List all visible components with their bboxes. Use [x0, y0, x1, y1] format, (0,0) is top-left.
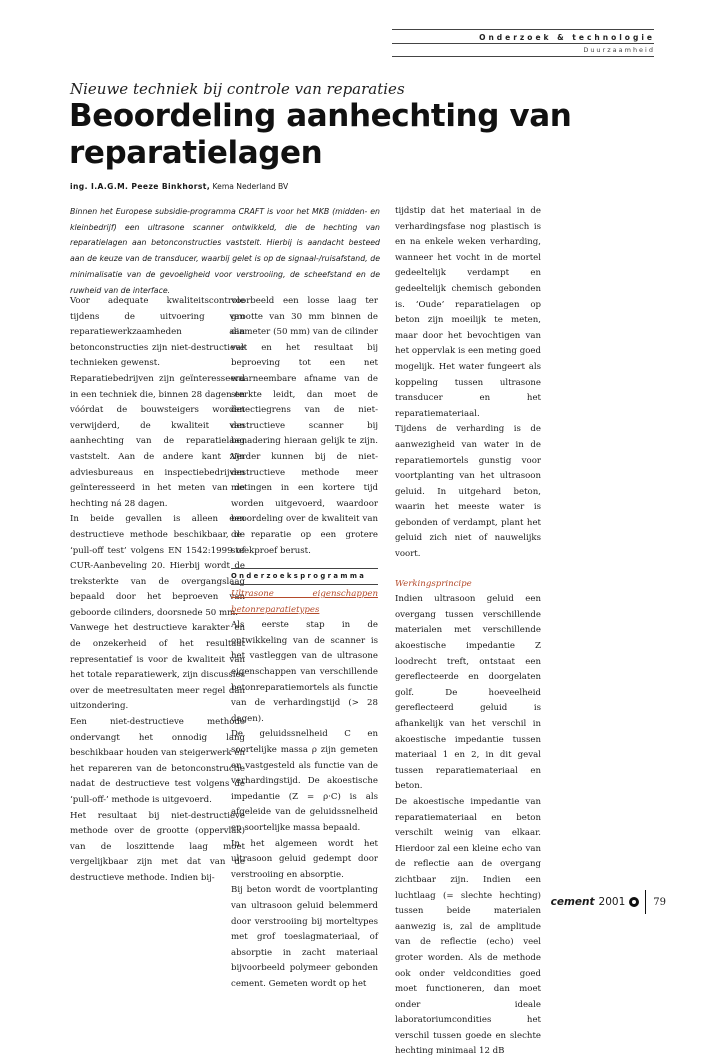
paragraph: In het algemeen wordt het ultrasoon geluid gedempt door verstrooiing en absorptie.: [231, 838, 378, 880]
author-affiliation: Kema Nederland BV: [212, 182, 289, 191]
header-rule-middle: [392, 43, 654, 44]
magazine-logo-icon: [629, 897, 639, 907]
paragraph: In beide gevallen is alleen een destructieve methode beschikbaar, de ‘pull-off test’ volgens EN 1542:1999 of CUR-Aanbeveling 20. Hierbij wordt de treksterkte van de overgangslaag bepaald door het beproeven van geboorde cilinders, doorsnede 50 mm.: [70, 514, 245, 618]
paragraph: Reparatiebedrijven zijn geïnteresseerd in een techniek die, binnen 28 dagen en vóórdat de bouwsteigers worden verwijderd, de kwaliteit van aanhechting van de reparatielaag vaststelt. Aan de andere kant zijn adviesbureaus en inspectiebedrijven geïnteresseerd in het meten van de hechting ná 28 dagen.: [70, 373, 245, 509]
page-number: 79: [653, 896, 666, 908]
column-2: [231, 294, 378, 993]
header-rule-top: [392, 29, 654, 30]
paragraph: Als eerste stap in de ontwikkeling van de scanner is het vastleggen van de ultrasone eigenschappen van verschillende betonreparatiemortels als functie van de verhardingstijd (> 28 dagen).: [231, 620, 378, 724]
header-rule-bottom: [392, 56, 654, 57]
byline: [70, 182, 288, 191]
issue-year: 2001: [598, 896, 626, 908]
paragraph: Tijdens de verharding is de aanwezigheid van water in de reparatiemortels gunstig voor voortplanting van het ultrasoon geluid. In uitgehard beton, waarin het meeste water is gebonden of verdampt, plant het geluid zich niet of nauwelijks voort.: [395, 424, 541, 560]
article-title: Beoordeling aanhechting van reparatielagen: [69, 98, 572, 171]
section-box-label: Onderzoeksprogramma: [231, 568, 378, 585]
column-1: [70, 294, 245, 887]
section-header: Onderzoek & technologie: [479, 33, 655, 42]
magazine-name: cement: [550, 896, 595, 908]
article-intro: Binnen het Europese subsidie-programma CRAFT is voor het MKB (midden- en kleinbedrijf) een ultrasone scanner ontwikkeld, die de hechting van reparatielagen aan betonconstructies vaststelt. Hierbij is aandacht besteed aan de keuze van de transducer, waarbij gelet is op de signaal-/ruisafstand, de minimalisatie van de gevoeligheid voor verstrooiing, de scheefstand en de ruwheid van de interface.: [70, 207, 380, 295]
subheading: Ultrasone eigenschappen betonreparatietypes: [231, 589, 378, 615]
page-footer: [551, 890, 666, 914]
column-3: [395, 204, 541, 1060]
folio-divider: [645, 890, 646, 914]
paragraph: Indien ultrasoon geluid een overgang tussen verschillende materialen met verschillende akoestische impedantie Z loodrecht treft, ontstaat een gereflecteerde en doorgelaten golf. De hoeveelheid gereflecteerd geluid is afhankelijk van het verschil in akoestische impedantie tussen materiaal 1 en 2, in dit geval tussen reparatiemateriaal en beton.: [395, 594, 541, 792]
subheading: Werkingsprincipe: [395, 578, 472, 589]
paragraph: tijdstip dat het materiaal in de verhardingsfase nog plastisch is en na enkele weken verharding, wanneer het vocht in de mortel gedeeltelijk verdampt en gedeeltelijk chemisch gebonden is. ‘Oude’ reparatielagen op beton zijn moeilijk te meten, maar door het bevochtigen van het oppervlak is een meting goed mogelijk. Het water fungeert als koppeling tussen ultrasone transducer en het reparatiemateriaal.: [395, 206, 541, 419]
subsection-header: Duurzaamheid: [583, 46, 655, 54]
author-name: ing. I.A.G.M. Peeze Binkhorst,: [70, 182, 211, 191]
paragraph: De akoestische impedantie van reparatiemateriaal en beton verschilt weinig van elkaar. Hierdoor zal een kleine echo van de reflectie aan de overgang zichtbaar zijn. Indien een luchtlaag (= slechte hechting) tussen beide materialen aanwezig is, zal de amplitude van de reflectie (echo) veel groter worden. Als de methode ook onder veldcondities goed moet functioneren, dan moet onder ideale laboratoriumcondities het verschil tussen goede en slechte hechting minimaal 12 dB: [395, 796, 541, 1057]
paragraph: De geluidssnelheid C en soortelijke massa ρ zijn gemeten en vastgesteld als functie van de verhardingstijd. De akoestische impedantie (Z = ρ·C) is als afgeleide van de geluidssnelheid en soortelijke massa bepaald.: [231, 729, 378, 833]
paragraph: Het resultaat bij niet-destructieve methode over de grootte (oppervlak) van de loszittende laag moet vergelijkbaar zijn met dat van de destructieve methode. Indien bij-: [70, 810, 245, 883]
paragraph: Een niet-destructieve methode ondervangt het onnodig lang beschikbaar houden van steigerwerk én het repareren van de betonconstructie nadat de destructieve test volgens de ‘pull-off-’ methode is uitgevoerd.: [70, 717, 245, 805]
paragraph: Vanwege het destructieve karakter en de onzekerheid of het resultaat representatief is voor de kwaliteit van het totale reparatiewerk, zijn discussies over de meetresultaten meer regel dan uitzondering.: [70, 623, 245, 712]
paragraph: Voor adequate kwaliteitscontrole tijdens de uitvoering van reparatiewerkzaamheden aan betonconstructies zijn niet-destructieve technieken gewenst.: [70, 296, 245, 369]
paragraph: voorbeeld een losse laag ter grootte van 30 mm binnen de diameter (50 mm) van de cilinder valt en het resultaat bij beproeving tot een net waarneembare afname van de sterkte leidt, dan moet de detectiegrens van de niet-destructieve scanner bij benadering hieraan gelijk te zijn. Verder kunnen bij de niet-destructieve methode meer metingen in een kortere tijd worden uitgevoerd, waardoor beoordeling over de kwaliteit van de reparatie op een grotere steekproef berust.: [231, 296, 378, 556]
article-kicker: Nieuwe techniek bij controle van reparaties: [70, 80, 405, 98]
paragraph: Bij beton wordt de voortplanting van ultrasoon geluid belemmerd door verstrooiing bij morteltypes met grof toeslagmateriaal, of absorptie in zacht materiaal bijvoorbeeld polymeer gebonden cement. Gemeten wordt op het: [231, 885, 378, 989]
